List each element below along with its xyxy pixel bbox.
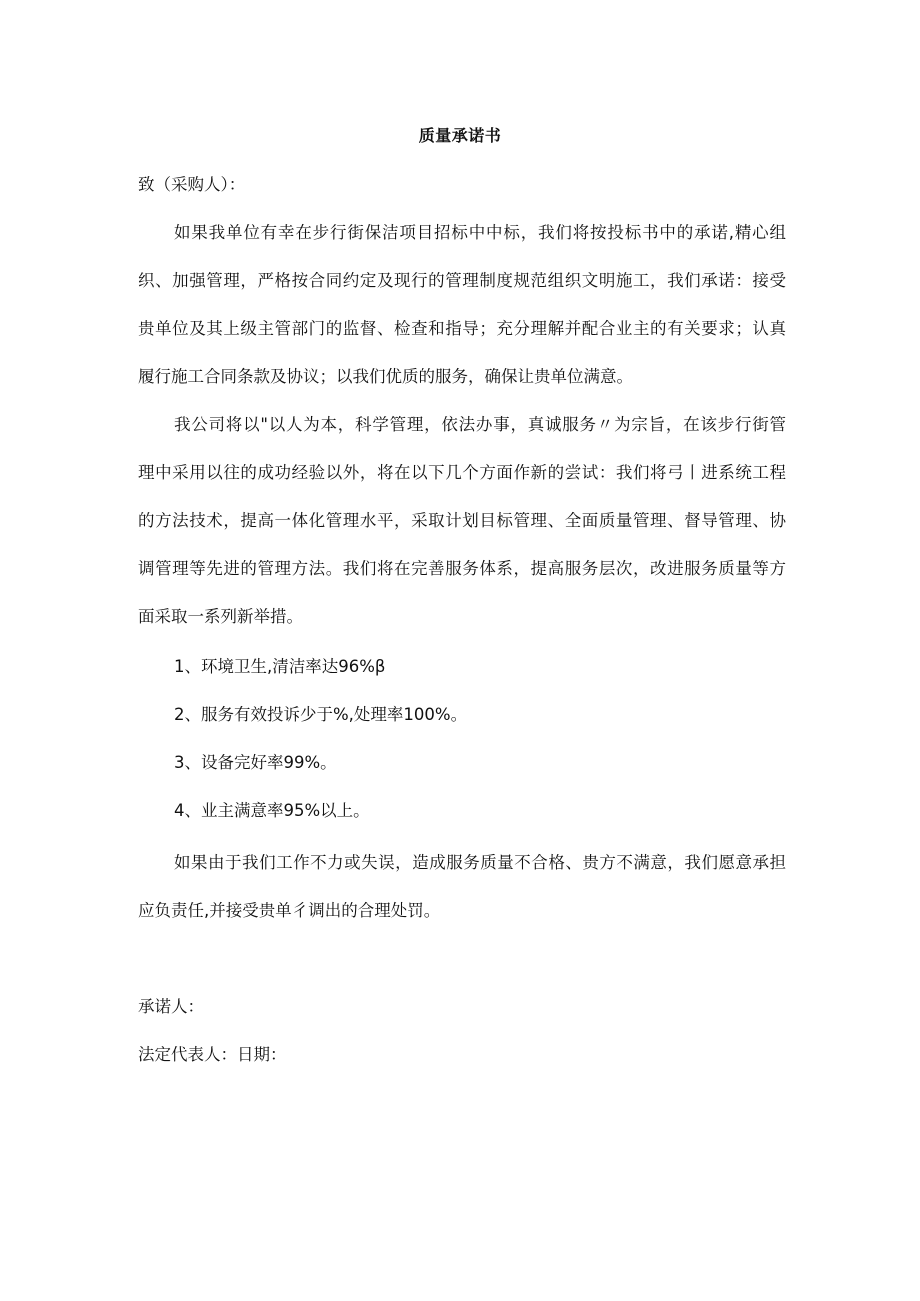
- para2-line-1: 我公司将以"以人为本，科学管理，依法办事，真诚服务〃为宗旨，在该步行街管: [174, 415, 786, 434]
- para1-line-1: 如果我单位有幸在步行街保洁项目招标中中标，我们将按投标书中的承诺,精心组: [174, 223, 786, 242]
- para1-line-3: 贵单位及其上级主管部门的监督、检查和指导；充分理解并配合业主的有关要求；认真: [138, 319, 786, 338]
- salutation: 致（采购人）：: [138, 175, 246, 194]
- para1-line-2: 织、加强管理，严格按合同约定及现行的管理制度规范组织文明施工，我们承诺：接受: [138, 271, 786, 290]
- list-item-4: 4、业主满意率95%以上。: [174, 801, 370, 820]
- list-item-2: 2、服务有效投诉少于%,处理率100%。: [174, 705, 468, 724]
- list-item-3: 3、设备完好率99%。: [174, 753, 337, 772]
- legal-rep-date-label: 法定代表人：日期：: [138, 1045, 287, 1064]
- para3-line-2: 应负责任,并接受贵单彳调出的合理处罚。: [138, 901, 441, 920]
- para2-line-5: 面采取一系列新举措。: [138, 607, 303, 626]
- document-title: 质量承诺书: [418, 126, 502, 145]
- para2-line-2: 理中采用以往的成功经验以外，将在以下几个方面作新的尝试：我们将弓丨进系统工程: [138, 463, 786, 482]
- para3-line-1: 如果由于我们工作不力或失误，造成服务质量不合格、贵方不满意，我们愿意承担: [174, 853, 786, 872]
- promisor-label: 承诺人：: [138, 997, 204, 1016]
- para2-line-3: 的方法技术，提高一体化管理水平，采取计划目标管理、全面质量管理、督导管理、协: [138, 511, 786, 530]
- para2-line-4: 调管理等先进的管理方法。我们将在完善服务体系，提高服务层次，改进服务质量等方: [138, 559, 786, 578]
- para1-line-4: 履行施工合同条款及协议；以我们优质的服务，确保让贵单位满意。: [138, 367, 633, 386]
- list-item-1: 1、环境卫生,清洁率达96%β: [174, 657, 386, 676]
